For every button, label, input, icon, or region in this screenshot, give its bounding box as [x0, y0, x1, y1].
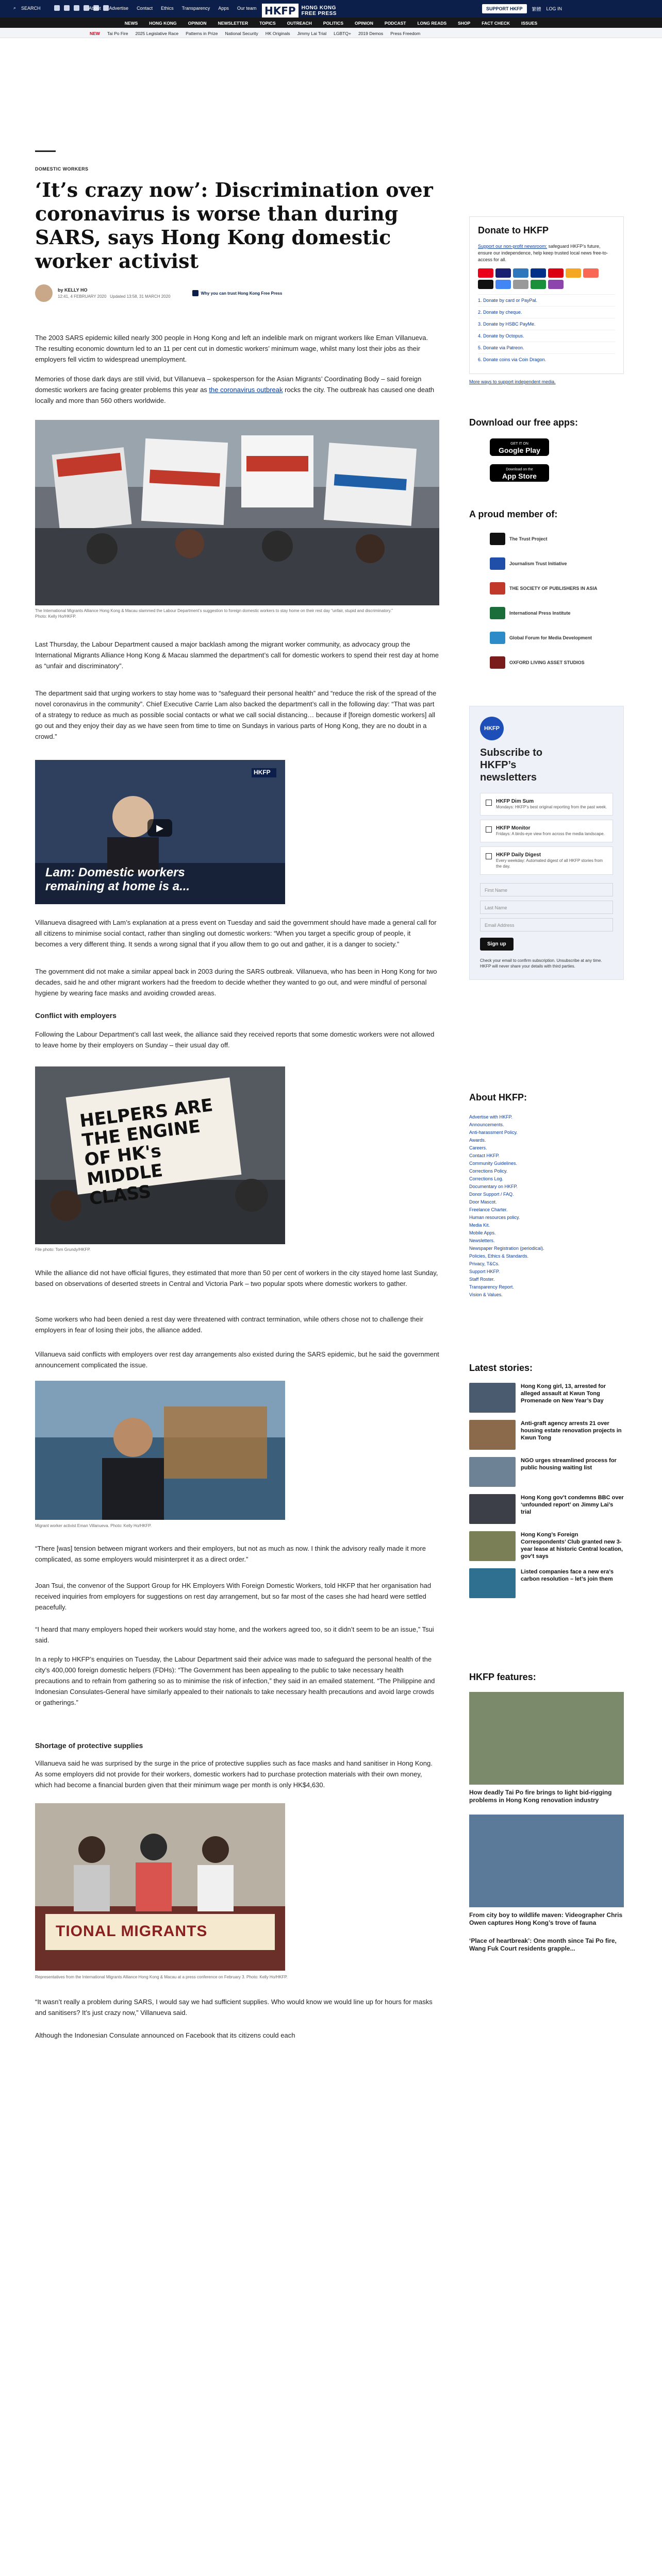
- gp-label: Google Play: [499, 446, 540, 454]
- paragraph: “There [was] tension between migrant workers and their employers, but not as much as now. I think the advisory really made it more complicated, as some employers would misinterpret it as a direct order.”: [35, 1545, 426, 1563]
- author-name[interactable]: by KELLY HO: [58, 287, 88, 293]
- trending-link[interactable]: Patterns in Prize: [186, 31, 218, 36]
- about-link[interactable]: Policies, Ethics & Standards.: [469, 1253, 529, 1259]
- paragraph: Villanueva disagreed with Lam’s explanation at a press event on Tuesday and said the government should have made a general call for all citizens to minimise social contact, rather than singling out domestic workers: “When you target a specific group of people, it becomes a very different thing. It sends a wrong signal that if you allow them to go out and gather, it is a danger to society.”: [35, 919, 437, 948]
- latest-story[interactable]: [469, 1457, 624, 1487]
- checkbox[interactable]: [486, 826, 492, 833]
- trending-link[interactable]: National Security: [225, 31, 258, 36]
- member-jti[interactable]: [490, 556, 624, 571]
- nav-opinion[interactable]: OPINION: [188, 21, 207, 26]
- about-link[interactable]: Documentary on HKFP.: [469, 1184, 518, 1189]
- about-link[interactable]: Corrections Policy.: [469, 1168, 508, 1174]
- trending-link[interactable]: Jimmy Lai Trial: [297, 31, 327, 36]
- search-link[interactable]: SEARCH: [21, 5, 41, 11]
- donate-option[interactable]: 6. Donate coins via Coin Dragon.: [478, 353, 615, 365]
- apps-title: Download our free apps:: [469, 417, 578, 428]
- feature-card[interactable]: [469, 1815, 624, 1927]
- app-store-badge[interactable]: [490, 464, 549, 482]
- article-category[interactable]: DOMESTIC WORKERS: [35, 166, 89, 172]
- login-link[interactable]: LOG IN: [546, 6, 562, 11]
- x-icon[interactable]: [54, 5, 60, 11]
- about-link[interactable]: Transparency Report.: [469, 1284, 514, 1290]
- latest-story[interactable]: [469, 1420, 624, 1450]
- story-title: Anti-graft agency arrests 21 over housing estate renovation projects in Kwun Tong: [521, 1420, 622, 1441]
- about-links: [469, 1113, 624, 1299]
- latest-story[interactable]: [469, 1383, 624, 1413]
- newsletter-desc: Every weekday: Automated digest of all HKFP stories from the day.: [496, 858, 603, 869]
- top-link-about[interactable]: About: [89, 6, 101, 11]
- gpay-icon: [495, 280, 511, 289]
- byline: [35, 284, 282, 302]
- story-title: Hong Kong’s Foreign Correspondents’ Club granted new 3-year lease at historic Central location, gov’t says: [521, 1532, 623, 1560]
- photo-caption: The International Migrants Alliance Hong Kong & Macau slammed the Labour Department’s suggestion to foreign domestic workers to stay home on their rest day “unfair, stupid and discriminatory.” Photo: Kelly Ho/HKFP.: [35, 608, 393, 619]
- donate-option[interactable]: 4. Donate by Octopus.: [478, 330, 615, 342]
- donate-link[interactable]: Support our non-profit newsroom:: [478, 244, 548, 249]
- section-heading: Shortage of protective supplies: [35, 1741, 143, 1750]
- top-link-team[interactable]: Our team: [237, 6, 257, 11]
- about-link[interactable]: Vision & Values.: [469, 1292, 503, 1297]
- google-play-badge[interactable]: [490, 438, 549, 456]
- signup-form: [480, 883, 613, 951]
- latest-title: Latest stories:: [469, 1363, 533, 1373]
- member-logos: [490, 531, 624, 670]
- feature-card[interactable]: [469, 1692, 624, 1804]
- checkbox[interactable]: [486, 853, 492, 859]
- top-bar: [0, 0, 662, 18]
- logo-mark: HKFP: [262, 4, 299, 18]
- protest-photo-art: [35, 420, 439, 605]
- mastercard-icon: [478, 268, 493, 278]
- paragraph: “It wasn’t really a problem during SARS, I would say we had sufficient supplies. Who would know we would line up for hours for masks and sanitisers? It’s just crazy now,” Villanueva said.: [35, 1998, 433, 2016]
- feature-title: How deadly Tai Po fire brings to light bid-rigging problems in Hong Kong renovation industry: [469, 1789, 612, 1804]
- about-link[interactable]: Newspaper Registration (periodical).: [469, 1246, 544, 1251]
- paragraph: Villanueva said he was surprised by the surge in the price of protective supplies such as face masks and hand sanitiser in Hong Kong. As some employers did not provide for their workers, domestic workers had to purchase protection materials with their own money, which had become a financial burden given that their minimum wage per month is only HK$4,630.: [35, 1759, 433, 1789]
- trending-link[interactable]: HK Originals: [265, 31, 290, 36]
- video-title: Lam: Domestic workers remaining at home is a...: [45, 866, 190, 893]
- newsletter-name: HKFP Monitor: [496, 825, 531, 831]
- first-name-input[interactable]: First Name: [480, 883, 613, 896]
- member-trust-project[interactable]: [490, 531, 624, 547]
- member-label: The Trust Project: [509, 536, 548, 541]
- nav-issues[interactable]: ISSUES: [521, 21, 538, 26]
- payme-icon: [548, 268, 564, 278]
- article-photo-press-conference: [35, 1803, 285, 1971]
- trust-link[interactable]: [192, 290, 283, 296]
- top-links: [89, 6, 256, 11]
- coronavirus-link[interactable]: the coronavirus outbreak: [209, 386, 283, 394]
- story-thumbnail: [469, 1383, 516, 1413]
- paragraph: Following the Labour Department’s call last week, the alliance said they received reports that some domestic workers were not allowed to leave home by their employers on Sunday – their usual day off.: [35, 1030, 435, 1049]
- newsletter-box: [469, 706, 624, 980]
- story-thumbnail: [469, 1531, 516, 1561]
- more-ways-link[interactable]: More ways to support independent media.: [469, 379, 556, 384]
- top-bar-right: [482, 4, 562, 13]
- applepay-icon: [478, 280, 493, 289]
- main-nav: [0, 18, 662, 28]
- top-link-ethics[interactable]: Ethics: [161, 6, 174, 11]
- story-title: NGO urges streamlined process for public housing waiting list: [521, 1458, 617, 1471]
- nav-topics[interactable]: TOPICS: [259, 21, 276, 26]
- as-label: App Store: [502, 472, 537, 480]
- article-photo-villanueva: [35, 1381, 285, 1520]
- paragraph: In a reply to HKFP’s enquiries on Tuesday, the Labour Department said their advice was made to safeguard the personal health of the city’s 400,000 foreign domestic helpers (FDHs): “The Government has been appealing to the public to take necessary health precautions and to refrain from gathering so as to minimise the risk of infection,” they said in an emailed statement. “The Philippine and Indonesian Consulates-General have similarly appealed to their nationals to take necessary health precautions and avoid large crowds or gatherings.”: [35, 1655, 435, 1706]
- gp-small-label: GET IT ON: [510, 442, 528, 446]
- story-title: Hong Kong girl, 13, arrested for alleged assault at Kwun Tong Promenade on New Year’s Day: [521, 1383, 606, 1404]
- paragraph: The 2003 SARS epidemic killed nearly 300 people in Hong Kong and left an indelible mark on migrant workers like Eman Villanueva. The resulting economic downturn led to an 11 per cent cut in domestic workers’ minimum wage, whilst many lost their jobs as their employers fell victim to widespread unemployment.: [35, 334, 428, 363]
- donate-option[interactable]: 2. Donate by cheque.: [478, 306, 615, 318]
- about-link[interactable]: Corrections Log.: [469, 1176, 504, 1181]
- donate-option[interactable]: 3. Donate by HSBC PayMe.: [478, 318, 615, 330]
- nav-shop[interactable]: SHOP: [458, 21, 471, 26]
- trending-link[interactable]: 2025 Legislative Race: [135, 31, 179, 36]
- photo-caption: Migrant worker activist Eman Villanueva. Photo: Kelly Ho/HKFP.: [35, 1523, 152, 1528]
- signup-button[interactable]: Sign up: [480, 938, 514, 951]
- oxford-icon: [490, 656, 505, 669]
- latest-story[interactable]: [469, 1531, 624, 1561]
- video-player[interactable]: [35, 760, 285, 904]
- about-link[interactable]: Donor Support / FAQ.: [469, 1192, 514, 1197]
- app-badges: [490, 438, 624, 482]
- paragraph: Last Thursday, the Labour Department caused a major backlash among the migrant worker community, as advocacy group the International Migrants Alliance Hong Kong & Macau slammed the department’s call for domestic workers to spend their rest day at home as “unfair and discriminatory”.: [35, 640, 439, 670]
- about-link[interactable]: Newsletters.: [469, 1238, 495, 1243]
- feature-title: From city boy to wildlife maven: Videographer Chris Owen captures Hong Kong’s trove of fauna: [469, 1911, 623, 1926]
- banner-text: TIONAL MIGRANTS: [56, 1923, 208, 1940]
- nav-hong-kong[interactable]: HONG KONG: [149, 21, 177, 26]
- facebook-icon[interactable]: [64, 5, 70, 11]
- nav-fact-check[interactable]: FACT CHECK: [482, 21, 510, 26]
- about-link[interactable]: Careers.: [469, 1145, 487, 1150]
- top-link-contact[interactable]: Contact: [137, 6, 153, 11]
- story-thumbnail: [469, 1568, 516, 1598]
- trending-link[interactable]: LGBTQ+: [334, 31, 351, 36]
- paragraph: [35, 374, 439, 406]
- video-logo: HKFP: [254, 769, 271, 776]
- latest-widget: [469, 1363, 624, 1605]
- jti-icon: [490, 557, 505, 570]
- nav-newsletter[interactable]: NEWSLETTER: [218, 21, 249, 26]
- nav-politics[interactable]: POLITICS: [323, 21, 343, 26]
- about-link[interactable]: Awards.: [469, 1138, 486, 1143]
- paragraph: The department said that urging workers to stay home was to “safeguard their personal health” and “reduce the risk of the spread of the novel coronavirus in the community”. Chief Executive Carrie Lam also backed the department’s call in the following day: “That was part of a strategy to reduce as much as possible social contacts or what we call social distancing… because if [foreign domestic workers] all go out and they enjoy their day as we have seen from time to time on Sundays in various parts of Hong Kong, they are no doubt in a crowd.”: [35, 689, 437, 740]
- about-title: About HKFP:: [469, 1092, 527, 1103]
- member-gfmd[interactable]: [490, 630, 624, 646]
- logo-line2: FREE PRESS: [301, 11, 337, 16]
- members-title: A proud member of:: [469, 509, 558, 519]
- newsletter-desc: Fridays: A birds-eye view from across the media landscape.: [496, 832, 605, 836]
- photo-caption: File photo: Tom Grundy/HKFP.: [35, 1247, 91, 1252]
- photo-caption: Representatives from the International Migrants Alliance Hong Kong & Macau at a press conference on February 3. Photo: Kelly Ho/HKFP.: [35, 1975, 288, 1979]
- newsletter-name: HKFP Dim Sum: [496, 799, 534, 804]
- paypal-icon: [531, 268, 546, 278]
- story-thumbnail: [469, 1420, 516, 1450]
- language-link[interactable]: 繁體: [532, 6, 541, 12]
- nav-podcast[interactable]: PODCAST: [384, 21, 406, 26]
- newsletter-option[interactable]: [480, 793, 613, 816]
- feature-image: [469, 1692, 624, 1785]
- donate-widget: [469, 216, 624, 384]
- newsletter-logo: HKFP: [480, 717, 504, 740]
- trending-link[interactable]: Press Freedom: [390, 31, 421, 36]
- section-heading: Conflict with employers: [35, 1011, 117, 1020]
- trust-label: Why you can trust Hong Kong Free Press: [201, 291, 283, 296]
- story-thumbnail: [469, 1457, 516, 1487]
- trust-icon: [192, 290, 198, 296]
- latest-story[interactable]: [469, 1568, 624, 1598]
- apps-widget: [469, 417, 624, 482]
- member-oxford[interactable]: [490, 655, 624, 670]
- donate-option[interactable]: 1. Donate by card or PayPal.: [478, 294, 615, 306]
- gfmd-icon: [490, 632, 505, 644]
- about-link[interactable]: Announcements.: [469, 1122, 504, 1127]
- paragraph: “I heard that many employers hoped their workers would stay home, and the workers agreed too, so it didn’t seem to be an issue,” Tsui said.: [35, 1625, 434, 1644]
- threads-icon[interactable]: [84, 5, 89, 11]
- member-label: Global Forum for Media Development: [509, 635, 592, 640]
- paragraph-text: rocks the city. The outbreak has caused one death locally and more than 560 others worldwide.: [35, 386, 435, 404]
- fps-icon: [531, 280, 546, 289]
- article-photo-protest: [35, 420, 439, 605]
- paragraph-text: Memories of those dark days are still vivid, but Villanueva – spokesperson for the Asian Migrants’ Coordinating Body – said foreign domestic workers are facing greater problems this year as: [35, 375, 422, 394]
- updated-date: Updated 13:58, 31 MARCH 2020: [110, 294, 171, 299]
- new-badge: NEW: [90, 31, 100, 36]
- paragraph: Although the Indonesian Consulate announced on Facebook that its citizens could each: [35, 2031, 295, 2039]
- newsletter-option[interactable]: [480, 820, 613, 842]
- octopus-icon: [566, 268, 581, 278]
- about-link[interactable]: Freelance Charter.: [469, 1207, 508, 1212]
- member-sopa[interactable]: [490, 581, 624, 596]
- newsletter-widget: [469, 706, 624, 980]
- trust-project-icon: [490, 533, 505, 545]
- donate-desc: safeguard HKFP’s future, ensure our independence, help keep trusted local news free-to-access for all.: [478, 244, 608, 262]
- publish-date: 12:41, 4 FEBRUARY 2020: [58, 294, 107, 299]
- paragraph: Some workers who had been denied a rest day were threatened with contract termination, while others chose not to challenge their employers in fear of losing their jobs, the alliance added.: [35, 1315, 423, 1334]
- checkbox[interactable]: [486, 800, 492, 806]
- features-title: HKFP features:: [469, 1672, 536, 1682]
- about-link[interactable]: Door Mascot.: [469, 1199, 497, 1205]
- nav-news[interactable]: NEWS: [124, 21, 138, 26]
- member-ipi[interactable]: [490, 605, 624, 621]
- villanueva-photo-art: [35, 1381, 285, 1520]
- article-photo-helpers: [35, 1066, 285, 1244]
- nav-long-reads[interactable]: LONG READS: [417, 21, 447, 26]
- story-title: Hong Kong gov’t condemns BBC over ‘unfounded report’ on Jimmy Lai’s trial: [521, 1495, 624, 1515]
- about-link[interactable]: Privacy, T&Cs.: [469, 1261, 500, 1266]
- site-logo[interactable]: [262, 4, 337, 18]
- sign-text: HELPERS ARE THE ENGINE OF HK's MIDDLE CLASS: [78, 1095, 214, 1210]
- newsletter-option[interactable]: [480, 846, 613, 875]
- as-small-label: Download on the: [506, 468, 533, 471]
- patreon-icon: [583, 268, 599, 278]
- features-widget: [469, 1672, 624, 1953]
- top-link-apps[interactable]: Apps: [218, 6, 229, 11]
- logo-line1: HONG KONG: [301, 5, 336, 11]
- visa-icon: [495, 268, 511, 278]
- members-widget: [469, 509, 624, 670]
- email-input[interactable]: Email Address: [480, 918, 613, 931]
- cheque-icon: [513, 280, 528, 289]
- article-headline: ‘It’s crazy now’: Discrimination over coronavirus is worse than during SARS, says Hong Kong domestic worker activist: [35, 178, 433, 273]
- sopa-icon: [490, 582, 505, 595]
- trending-link[interactable]: Tai Po Fire: [107, 31, 128, 36]
- about-link[interactable]: Mobile Apps.: [469, 1230, 496, 1235]
- newsletter-name: HKFP Daily Digest: [496, 852, 541, 858]
- instagram-icon[interactable]: [74, 5, 79, 11]
- top-link-advertise[interactable]: Advertise: [109, 6, 129, 11]
- press-photo-art: [35, 1803, 285, 1971]
- play-button[interactable]: ▶: [147, 819, 172, 837]
- coindragon-icon: [548, 280, 564, 289]
- member-label: Journalism Trust Initiative: [509, 561, 567, 566]
- member-label: OXFORD LIVING ASSET STUDIOS: [509, 660, 585, 665]
- newsletter-title: Subscribe to HKFP’s newsletters: [480, 747, 543, 783]
- about-link[interactable]: Community Guidelines.: [469, 1161, 518, 1166]
- last-name-input[interactable]: Last Name: [480, 901, 613, 914]
- payment-icons: [478, 268, 615, 289]
- about-link[interactable]: Media Kit.: [469, 1223, 490, 1228]
- donate-text: [478, 243, 615, 263]
- support-button[interactable]: SUPPORT HKFP: [482, 4, 527, 13]
- newsletter-desc: Mondays: HKFP’s best original reporting from the past week.: [496, 805, 607, 809]
- kicker-rule: [35, 150, 56, 152]
- donate-box: [469, 216, 624, 374]
- paragraph: Joan Tsui, the convenor of the Support Group for HK Employers With Foreign Domestic Workers, told HKFP that her organisation had received inquiries from employers for suggestions on rest day arrangement, but so far most of the cases she had heard were settled peacefully.: [35, 1582, 432, 1611]
- donate-title: Donate to HKFP: [478, 225, 549, 235]
- paragraph: While the alliance did not have official figures, they estimated that more than 50 per cent of workers in the city stayed home last Sunday, based on observations of deserted streets in Central and Victoria Park – two popular spots where domestic workers to gather.: [35, 1269, 438, 1287]
- member-label: International Press Institute: [509, 611, 571, 616]
- latest-story[interactable]: [469, 1494, 624, 1524]
- author-avatar: [35, 284, 53, 302]
- search-icon[interactable]: ⌕: [13, 5, 16, 10]
- story-thumbnail: [469, 1494, 516, 1524]
- member-label: THE SOCIETY OF PUBLISHERS IN ASIA: [509, 586, 598, 591]
- nav-outreach[interactable]: OUTREACH: [287, 21, 312, 26]
- about-link[interactable]: Anti-harassment Policy.: [469, 1130, 518, 1135]
- ipi-icon: [490, 607, 505, 619]
- about-link[interactable]: Staff Roster.: [469, 1277, 495, 1282]
- about-link[interactable]: Support HKFP.: [469, 1269, 500, 1274]
- about-link[interactable]: Contact HKFP.: [469, 1153, 500, 1158]
- about-link[interactable]: Advertise with HKFP.: [469, 1114, 512, 1120]
- amex-icon: [513, 268, 528, 278]
- feature-image: [469, 1815, 624, 1907]
- feature-title[interactable]: ‘Place of heartbreak’: One month since Tai Po fire, Wang Fuk Court residents grapple...: [469, 1937, 617, 1952]
- about-widget: [469, 1092, 624, 1299]
- paragraph: The government did not make a similar appeal back in 2003 during the SARS outbreak. Villanueva, who has been in Hong Kong for two decades, said he and other migrant workers had the freedom to decide whether they wanted to go out, and were mindful of personal hygiene by wearing face masks and avoiding crowded areas.: [35, 968, 437, 997]
- nav-opinion-2[interactable]: OPINION: [355, 21, 373, 26]
- donate-option[interactable]: 5. Donate via Patreon.: [478, 342, 615, 353]
- logo-wordmark: [302, 5, 337, 16]
- trending-link[interactable]: 2019 Demos: [358, 31, 384, 36]
- trending-bar: [0, 28, 662, 38]
- newsletter-note: Check your email to confirm subscription. Unsubscribe at any time. HKFP will never share your details with third parties.: [480, 958, 602, 969]
- story-title: Listed companies face a new era’s carbon resolution – let’s join them: [521, 1569, 614, 1582]
- about-link[interactable]: Human resources policy.: [469, 1215, 520, 1220]
- top-link-transparency[interactable]: Transparency: [181, 6, 210, 11]
- paragraph: Villanueva said conflicts with employers over rest day arrangements also existed during the SARS epidemic, but he said the government announcement complicated the issue.: [35, 1350, 439, 1369]
